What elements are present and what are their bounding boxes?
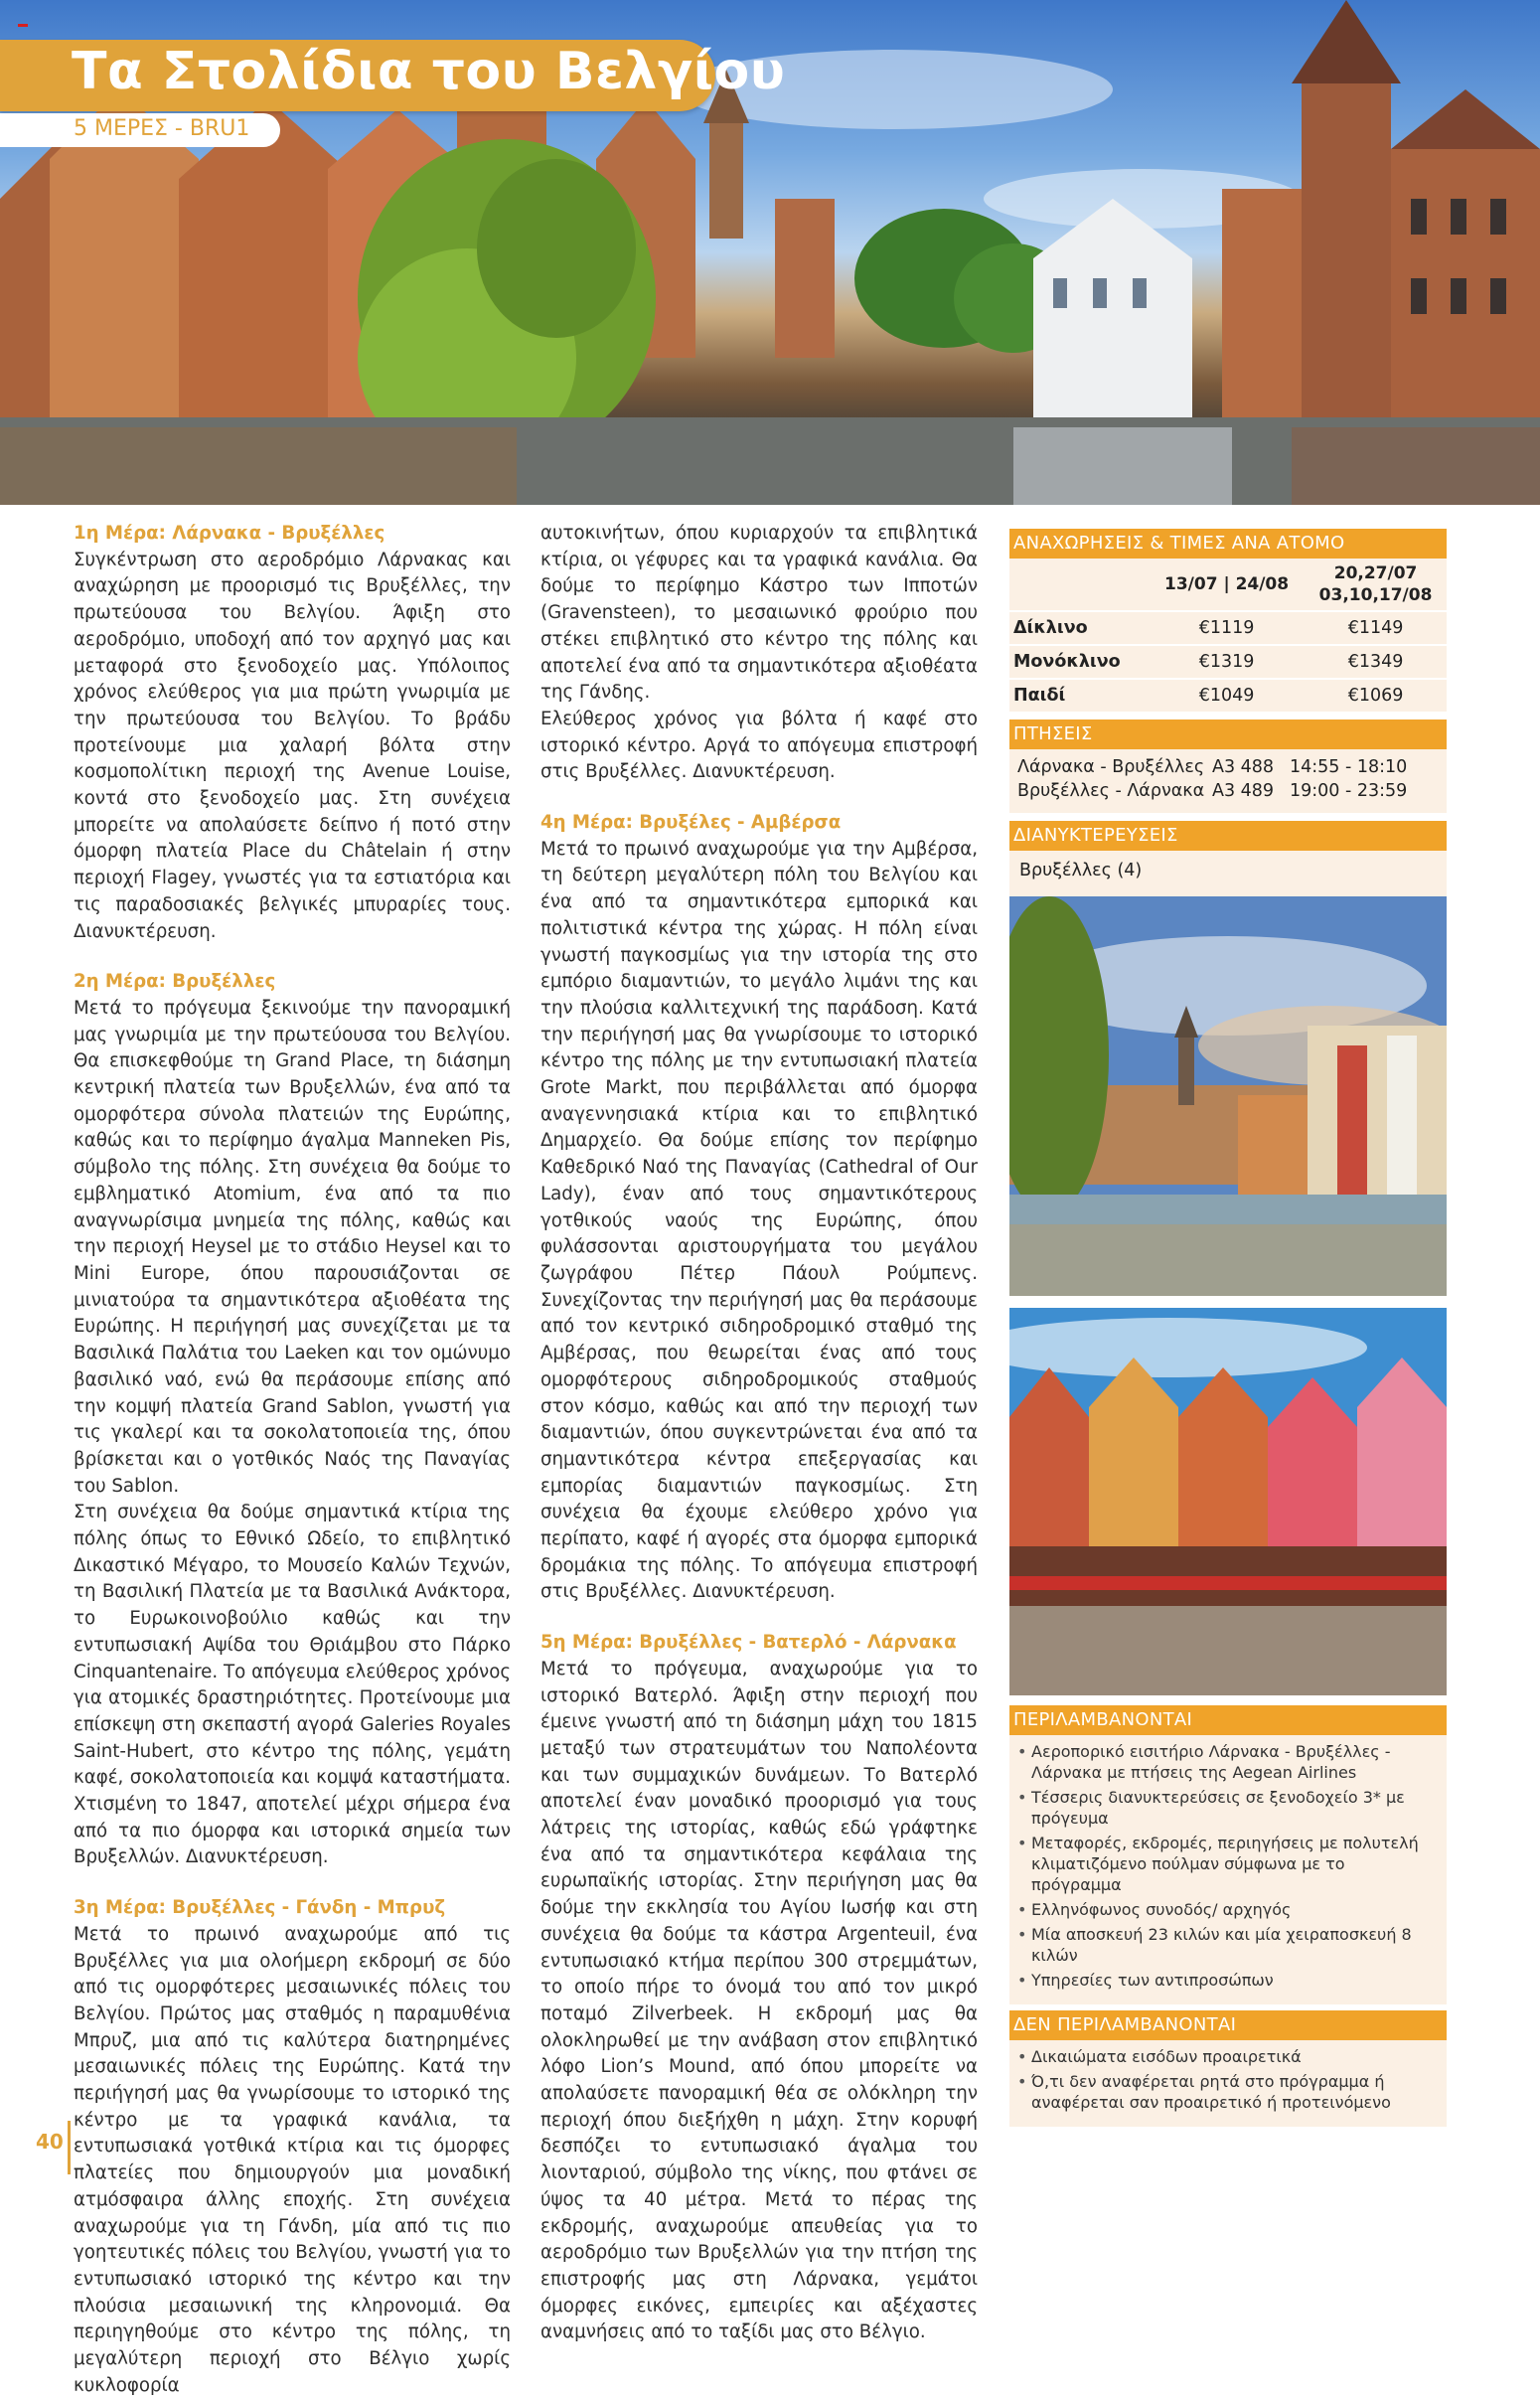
not-included-list [1009,2040,1447,2127]
list-item: • Υπηρεσίες των αντιπροσώπων [1017,1970,1439,1991]
price-value: €1349 [1305,645,1447,679]
flight-time: 19:00 - 23:59 [1290,781,1408,801]
price-col-blank [1009,559,1149,611]
flight-code: A3 488 [1212,757,1275,777]
flight-row [1017,755,1441,779]
market-photo [1009,1308,1447,1695]
day-3-text-cont: αυτοκινήτων, όπου κυριαρχούν τα επιβλητικά κτίρια, οι γέφυρες και τα γραφικά κανάλια. Θα δούμε το περίφημο Κάστρο των Ιπποτών (Gravensteen), το μεσαιωνικό φρούριο που στέκει επιβλητικό στο κέντρο της πόλης και αποτελεί ένα από τα σημαντικότερα αξιοθέατα της Γάνδης. [540,523,978,704]
stays-panel [1009,851,1447,896]
price-table-header [1009,559,1447,611]
price-table [1009,559,1447,712]
day-3-heading: 3η Μέρα: Βρυξέλλες - Γάνδη - Μπρυζ [74,1897,446,1919]
day-4-heading: 4η Μέρα: Βρυξέλες - Αμβέρσα [540,812,842,834]
day-3-text-2: Ελεύθερος χρόνος για βόλτα ή καφέ στο ιστορικό κέντρο. Αργά το απόγευμα επιστροφή στις Βρυξέλλες. Διανυκτέρευση. [540,708,978,783]
flight-time: 14:55 - 18:10 [1290,757,1408,777]
pricing-heading: ΑΝΑΧΩΡΗΣΕΙΣ & ΤΙΜΕΣ ΑΝΑ ΑΤΟΜΟ [1009,529,1447,559]
flight-row [1017,779,1441,803]
canal-illustration [1009,896,1447,1296]
day-2-text: Μετά το πρόγευμα ξεκινούμε την πανοραμική μας γνωριμία με την πρωτεύουσα του Βελγίου. Θα επισκεφθούμε τη Grand Place, τη διάσημη κεντρική πλατεία των Βρυξελλών, ένα από τα ομορφότερα σύνολα πλατειών της Ευρώπης, καθώς και το περίφημο άγαλμα Manneken Pis, σύμβολο της πόλης. Στη συνέχεια θα δούμε το εμβληματικό Atomium, ένα από τα πιο αναγνωρίσιμα μνημεία της πόλης, καθώς και την περιοχή Heysel με το στάδιο Heysel και το Mini Europe, όπου παρουσιάζονται σε μινιατούρα τα σημαντικότερα αξιοθέατα της Ευρώπης. Η περιήγησή μας συνεχίζεται με τα Βασιλικά Παλάτια του Laeken και τον ομώνυμο βασιλικό ναό, ενώ θα περάσουμε επίσης από την κομψή πλατεία Grand Sablon, γνωστή για τις γκαλερί και τα σοκολατοποιεία της, όπου βρίσκεται και ο γοτθικός Ναός της Παναγίας του Sablon. [74,997,511,1497]
table-row [1009,645,1447,679]
list-item: • Μία αποσκευή 23 κιλών και μία χειραποσκευή 8 κιλών [1017,1924,1439,1966]
included-list [1009,1735,1447,2004]
included-heading: ΠΕΡΙΛΑΜΒΑΝΟΝΤΑΙ [1009,1705,1447,1735]
page-number: 40 [36,2130,64,2154]
day-5-text: Μετά το πρόγευμα, αναχωρούμε για το ιστορικό Βατερλό. Άφιξη στην περιοχή που έμεινε γνωστή από τη διάσημη μάχη του 1815 μεταξύ των στρατευμάτων του Ναπολέοντα και των συμμαχικών δυνάμεων. Το Βατερλό αποτελεί έναν μοναδικό προορισμό για τους λάτρεις της ιστορίας, καθώς εδώ γράφτηκε ένα από τα σημαντικότερα κεφάλαια της ευρωπαϊκής ιστορίας. Στην περιήγηση μας θα δούμε την εκκλησία του Αγίου Ιωσήφ και στη συνέχεια θα δούμε τα κάστρα Argenteuil, ένα εντυπωσιακό κτήμα περίπου 300 στρεμμάτων, το οποίο πήρε το όνομά του από τον μικρό ποταμό Zilverbeek. Η εκδρομή μας θα ολοκληρωθεί με την ανάβαση στον επιβλητικό λόφο Lion’s Mound, από όπου μπορείτε να απολαύσετε πανοραμική θέα σε ολόκληρη την περιοχή όπου διεξήχθη η μάχη. Στην κορυφή δεσπόζει το εντυπωσιακό άγαλμα του λιονταριού, σύμβολο της νίκης, που φτάνει σε ύψος τα 40 μέτρα. Μετά το πέρας της εκδρομής, αναχωρούμε απευθείας για το αεροδρόμιο των Βρυξελλών για την πτήση της επιστροφής μας στη Λάρνακα, γεμάτοι όμορφες εικόνες, εμπειρίες και αξέχαστες αναμνήσεις από το ταξίδι μας στο Βέλγιο. [540,1658,978,2343]
day-4-text: Μετά το πρωινό αναχωρούμε για την Αμβέρσα, τη δεύτερη μεγαλύτερη πόλη του Βελγίου και ένα από τα σημαντικότερα εμπορικά και πολιτιστικά κέντρα της χώρας. Η πόλη είναι γνωστή παγκοσμίως για την ιστορία της στο εμπόριο διαμαντιών, το μεγάλο λιμάνι της και την πλούσια καλλιτεχνική της παράδοση. Κατά την περιήγησή μας θα γνωρίσουμε το ιστορικό κέντρο της πόλης με την εντυπωσιακή πλατεία Grote Markt, που περιβάλλεται από όμορφα αναγεννησιακά κτίρια και το επιβλητικό Δημαρχείο. Θα δούμε επίσης τον περίφημο Καθεδρικό Ναό της Παναγίας (Cathedral of Our Lady), έναν από τους σημαντικότερους γοτθικούς ναούς της Ευρώπης, όπου φυλάσσονται αριστουργήματα του μεγάλου ζωγράφου Πέτερ Πάουλ Ρούμπενς. Συνεχίζοντας την περιήγησή μας θα περάσουμε από τον κεντρικό σιδηροδρομικό σταθμό της Αμβέρσας, που θεωρείται ένας από τους ομορφότερους σιδηροδρομικούς σταθμούς στον κόσμο, καθώς και από την περιοχή των διαμαντιών, όπου συγκεντρώνεται ένα από τα σημαντικότερα κέντρα επεξεργασίας και εμπορίας διαμαντιών παγκοσμίως. Στη συνέχεια θα έχουμε ελεύθερο χρόνο για περίπατο, καφέ ή αγορές στα όμορφα εμπορικά δρομάκια της πόλης. Το απόγευμα επιστροφή στις Βρυξέλλες. Διανυκτέρευση. [540,838,978,1603]
price-col-2 [1305,559,1447,611]
page-number-rule [68,2121,71,2174]
day-5-heading: 5η Μέρα: Βρυξέλλες - Βατερλό - Λάρνακα [540,1632,957,1654]
corner-mark [18,24,28,27]
day-1-text: Συγκέντρωση στο αεροδρόμιο Λάρνακας και αναχώρηση με προορισμό τις Βρυξέλλες, την πρωτεύουσα του Βελγίου. Άφιξη στο αεροδρόμιο, υποδοχή από τον αρχηγό μας και μεταφορά στο ξενοδοχείο μας. Υπόλοιπος χρόνος ελεύθερος για μια πρώτη γνωριμία με την πρωτεύουσα του Βελγίου. Το βράδυ προτείνουμε μια χαλαρή βόλτα στην κοσμοπολίτικη περιοχή της Avenue Louise, κοντά στο ξενοδοχείο μας. Στη συνέχεια μπορείτε να απολαύσετε δείπνο ή ποτό στην όμορφη πλατεία Place du Châtelain ή στην περιοχή Flagey, γνωστές για τα εστιατόρια και τις παραδοσιακές βελγικές μπυραρίες τους. Διανυκτέρευση. [74,549,511,942]
market-illustration [1009,1308,1447,1695]
price-label: Παιδί [1009,679,1149,712]
day-2-text-2: Στη συνέχεια θα δούμε σημαντικά κτίρια της πόλης όπως το Εθνικό Ωδείο, το επιβλητικό Δικαστικό Μέγαρο, το Μουσείο Καλών Τεχνών, τη Βασιλική Πλατεία με τα Βασιλικά Ανάκτορα, το Ευρωκοινοβούλιο καθώς και την εντυπωσιακή Αψίδα του Θριάμβου στο Πάρκο Cinquantenaire. Το απόγευμα ελεύθερος χρόνος για ατομικές δραστηριότητες. Προτείνουμε μια επίσκεψη στη σκεπαστή αγορά Galeries Royales Saint-Hubert, στο κέντρο της πόλης, γεμάτη καφέ, σοκολατοποιεία και κομψά καταστήματα. Χτισμένη το 1847, αποτελεί μέχρι σήμερα ένα από τα πιο όμορφα και ιστορικά σημεία των Βρυξελλών. Διανυκτέρευση. [74,1502,511,1868]
flights-panel [1009,749,1447,813]
price-value: €1049 [1149,679,1305,712]
table-row [1009,679,1447,712]
itinerary-column-2 [540,521,978,2346]
price-value: €1069 [1305,679,1447,712]
price-value: €1319 [1149,645,1305,679]
list-item: • Μεταφορές, εκδρομές, περιηγήσεις με πολυτελή κλιματιζόμενο πούλμαν σύμφωνα με το πρόγραμμα [1017,1833,1439,1895]
list-item: • Ό,τι δεν αναφέρεται ρητά στο πρόγραμμα ή αναφέρεται σαν προαιρετικό ή προτεινόμενο [1017,2071,1439,2113]
day-1-heading: 1η Μέρα: Λάρνακα - Βρυξέλλες [74,523,385,544]
flight-route: Βρυξέλλες - Λάρνακα [1017,781,1205,801]
price-value: €1119 [1149,611,1305,645]
itinerary-column-1 [74,521,511,2400]
stays-text: Βρυξέλλες (4) [1019,861,1143,880]
list-item: • Τέσσερις διανυκτερεύσεις σε ξενοδοχείο 3* με πρόγευμα [1017,1787,1439,1829]
table-row [1009,611,1447,645]
price-label: Μονόκλινο [1009,645,1149,679]
flight-route: Λάρνακα - Βρυξέλλες [1017,757,1205,777]
flights-heading: ΠΤΗΣΕΙΣ [1009,720,1447,749]
price-label: Δίκλινο [1009,611,1149,645]
flight-code: A3 489 [1212,781,1275,801]
list-item: • Αεροπορικό εισιτήριο Λάρνακα - Βρυξέλλες - Λάρνακα με πτήσεις της Aegean Airlines [1017,1741,1439,1783]
price-value: €1149 [1305,611,1447,645]
not-included-heading: ΔΕΝ ΠΕΡΙΛΑΜΒΑΝΟΝΤΑΙ [1009,2010,1447,2040]
day-3-text: Μετά το πρωινό αναχωρούμε από τις Βρυξέλλες για μια ολοήμερη εκδρομή σε δύο από τις ομορφότερες μεσαιωνικές πόλεις του Βελγίου. Πρώτος μας σταθμός η παραμυθένια Μπρυζ, μια από τις καλύτερα διατηρημένες μεσαιωνικές πόλεις της Ευρώπης. Κατά την περιήγησή μας θα γνωρίσουμε το ιστορικό της κέντρο με τα γραφικά κανάλια, τα εντυπωσιακά γοτθικά κτίρια και τις όμορφες πλατείες που δημιουργούν μια μοναδική ατμόσφαιρα άλλης εποχής. Στη συνέχεια αναχωρούμε για τη Γάνδη, μία από τις πιο γοητευτικές πόλεις του Βελγίου, γνωστή για το εντυπωσιακό ιστορικό της κέντρο και την πλούσια μεσαιωνική της κληρονομιά. Θα περιηγηθούμε στο κέντρο της πόλης, τη μεγαλύτερη περιοχή στο Βέλγιο χωρίς κυκλοφορία [74,1923,511,2396]
canal-photo [1009,896,1447,1296]
price-col-2-line-1: 20,27/07 [1333,563,1418,583]
list-item: • Ελληνόφωνος συνοδός/ αρχηγός [1017,1899,1439,1920]
page-subtitle: 5 ΜΕΡΕΣ - BRU1 [74,116,250,141]
list-item: • Δικαιώματα εισόδων προαιρετικά [1017,2046,1439,2067]
price-col-1: 13/07 | 24/08 [1164,574,1290,594]
day-2-heading: 2η Μέρα: Βρυξέλλες [74,971,276,993]
price-col-2-line-2: 03,10,17/08 [1318,585,1433,605]
page-title: Τα Στολίδια του Βελγίου [72,42,786,101]
stays-heading: ΔΙΑΝΥΚΤΕΡΕΥΣΕΙΣ [1009,821,1447,851]
info-sidebar [1009,529,1447,2127]
